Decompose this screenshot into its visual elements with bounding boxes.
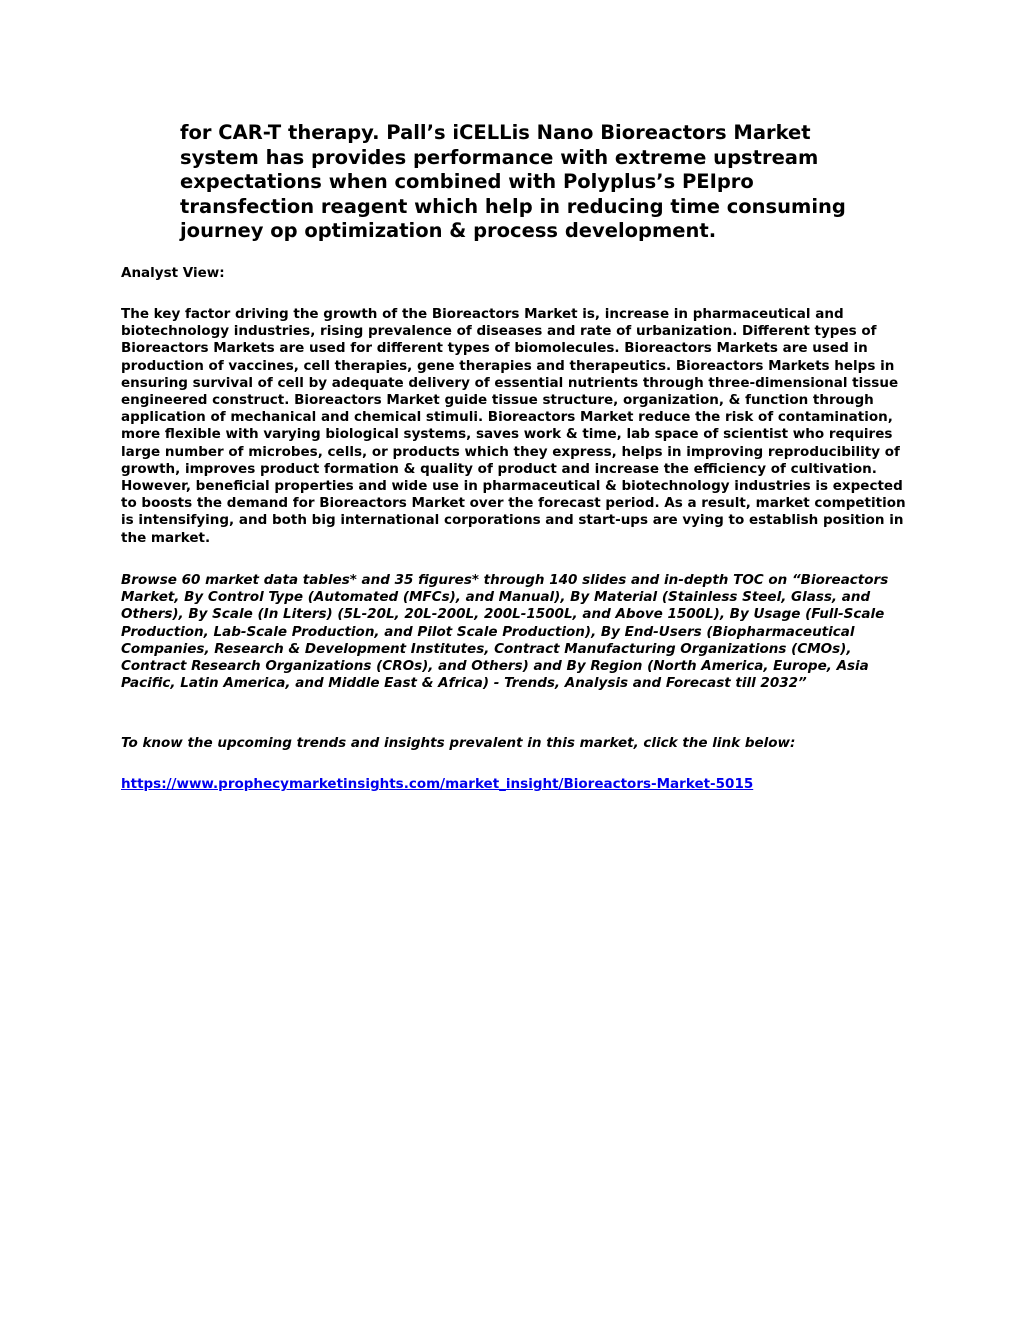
intro-paragraph: for CAR-T therapy. Pall’s iCELLis Nano Bioreactors Market system has provides performance with extreme upstream expectations when combined with Polyplus’s PEIpro transfection reagent which help in reducing time consuming journey op optimization & process development.	[180, 121, 846, 242]
analyst-view-heading: Analyst View:	[121, 265, 225, 281]
upcoming-trends-paragraph: To know the upcoming trends and insights prevalent in this market, click the link below:	[121, 735, 796, 751]
analyst-view-paragraph: The key factor driving the growth of the Bioreactors Market is, increase in pharmaceutical and biotechnology industries, rising prevalence of diseases and rate of urbanization. Different types of Bioreactors Markets are used for different types of biomolecules. Bioreactors Markets are used in production of vaccines, cell therapies, gene therapies and therapeutics. Bioreactors Markets helps in ensuring survival of cell by adequate delivery of essential nutrients through three-dimensional tissue engineered construct. Bioreactors Market guide tissue structure, organization, & function through application of mechanical and chemical stimuli. Bioreactors Market reduce the risk of contamination, more flexible with varying biological systems, saves work & time, lab space of scientist who requires large number of microbes, cells, or products which they express, helps in improving reproducibility of growth, improves product formation & quality of product and increase the efficiency of cultivation. However, beneficial properties and wide use in pharmaceutical & biotechnology industries is expected to boosts the demand for Bioreactors Market over the forecast period. As a result, market competition is intensifying, and both big international corporations and start-ups are vying to establish position in the market.	[121, 306, 906, 546]
browse-report-paragraph: Browse 60 market data tables* and 35 figures* through 140 slides and in-depth TOC on “Bioreactors Market, By Control Type (Automated (MFCs), and Manual), By Material (Stainless Steel, Glass, and Others), By Scale (In Liters) (5L-20L, 20L-200L, 200L-1500L, and Above 1500L), By Usage (Full-Scale Production, Lab-Scale Production, and Pilot Scale Production), By End-Users (Biopharmaceutical Companies, Research & Development Institutes, Contract Manufacturing Organizations (CMOs), Contract Research Organizations (CROs), and Others) and By Region (North America, Europe, Asia Pacific, Latin America, and Middle East & Africa) - Trends, Analysis and Forecast till 2032”	[121, 572, 889, 692]
report-link[interactable]: https://www.prophecymarketinsights.com/market_insight/Bioreactors-Market-5015	[121, 776, 754, 792]
